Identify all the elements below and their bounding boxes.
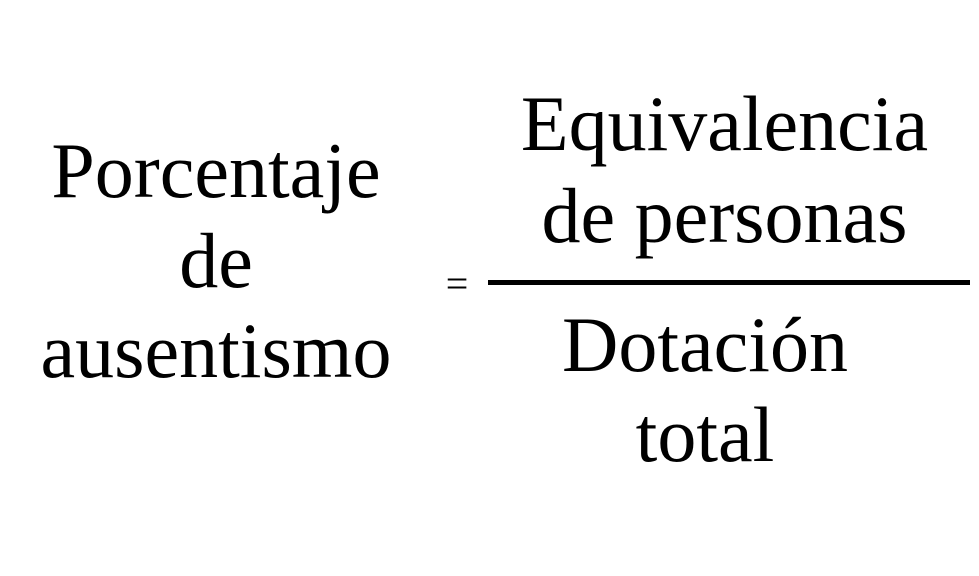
numerator-line-2: de personas [541,172,908,259]
equals-sign: = [445,261,469,306]
fraction-numerator [470,78,979,262]
denominator-line-1: Dotación [562,301,848,388]
formula-left-side [0,126,432,396]
fraction-bar [488,280,970,285]
left-side-line-3: ausentismo [40,307,392,394]
denominator-line-2: total [635,391,775,478]
left-side-line-1: Porcentaje [51,127,381,214]
left-side-line-2: de [179,217,253,304]
fraction-denominator [455,300,955,480]
numerator-line-1: Equivalencia [520,80,929,167]
